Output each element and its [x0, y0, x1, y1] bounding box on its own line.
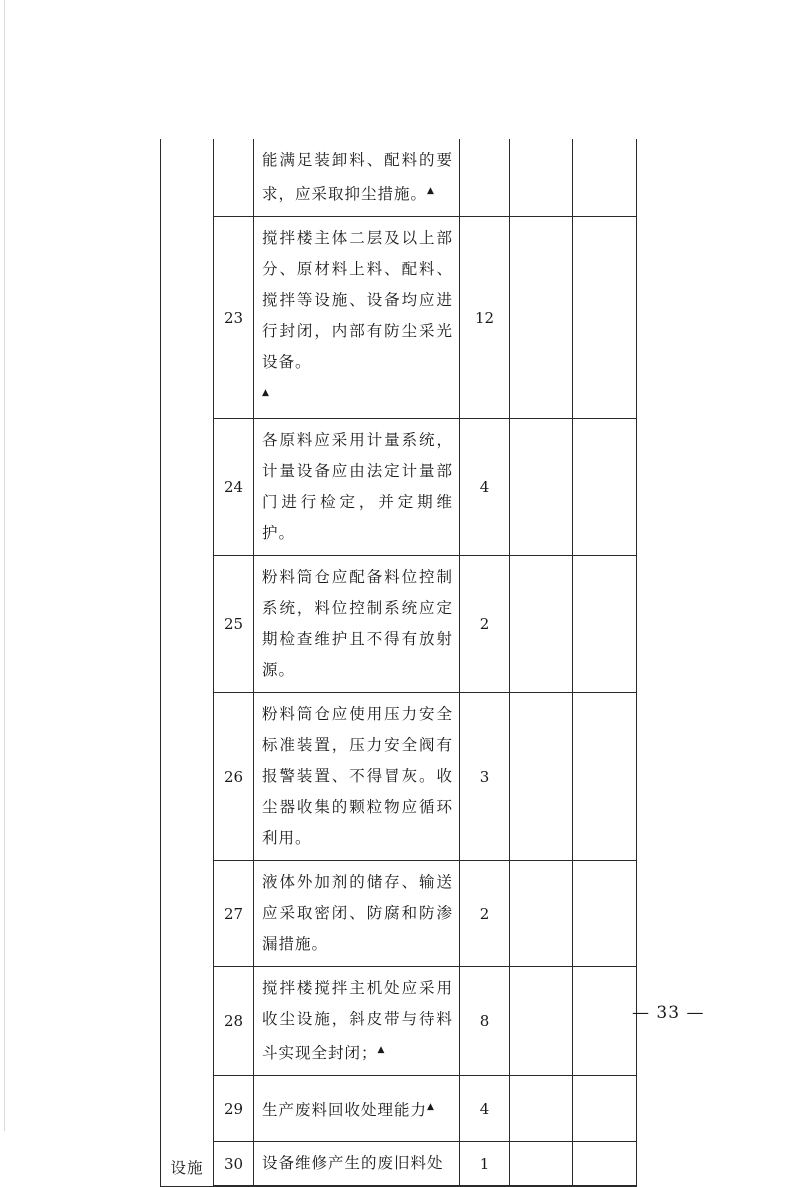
blank-cell [573, 139, 637, 217]
item-description: 生产废料回收处理能力▲ [254, 1076, 460, 1142]
table-row [161, 693, 637, 861]
item-score: 4 [460, 419, 510, 556]
blank-cell [573, 1142, 637, 1187]
key-item-triangle-icon: ▲ [427, 1101, 435, 1112]
blank-cell [510, 1076, 573, 1142]
blank-cell [510, 419, 573, 556]
item-description: 粉料筒仓应使用压力安全标准装置，压力安全阀有报警装置、不得冒灰。收尘器收集的颗粒物应循环利用。 [254, 693, 460, 861]
item-number: 27 [214, 861, 254, 967]
table-row [161, 139, 637, 217]
item-score: 3 [460, 693, 510, 861]
item-number: 30 [214, 1142, 254, 1187]
blank-cell [510, 693, 573, 861]
item-description: 液体外加剂的储存、输送应采取密闭、防腐和防渗漏措施。 [254, 861, 460, 967]
item-score [460, 139, 510, 217]
blank-cell [573, 556, 637, 693]
item-number: 26 [214, 693, 254, 861]
item-description: 粉料筒仓应配备料位控制系统，料位控制系统应定期检查维护且不得有放射源。 [254, 556, 460, 693]
table-row [161, 217, 637, 419]
item-description: 搅拌楼主体二层及以上部分、原材料上料、配料、搅拌等设施、设备均应进行封闭，内部有防尘采光设备。 ▲ [254, 217, 460, 419]
category-cell: 设施 [161, 139, 214, 1186]
item-score: 12 [460, 217, 510, 419]
table-row [161, 419, 637, 556]
item-number: 25 [214, 556, 254, 693]
assessment-table-container [160, 139, 636, 1187]
item-number [214, 139, 254, 217]
table-row [161, 1142, 637, 1187]
blank-cell [510, 861, 573, 967]
table-row [161, 1076, 637, 1142]
blank-cell [573, 419, 637, 556]
blank-cell [510, 556, 573, 693]
page-number: — 33 — [632, 1003, 705, 1023]
item-description: 能满足装卸料、配料的要求，应采取抑尘措施。▲ [254, 139, 460, 217]
blank-cell [573, 967, 637, 1076]
key-item-triangle-icon: ▲ [427, 186, 435, 196]
page-edge [4, 0, 5, 1131]
item-score: 2 [460, 556, 510, 693]
blank-cell [510, 967, 573, 1076]
item-description: 各原料应采用计量系统，计量设备应由法定计量部门进行检定，并定期维护。 [254, 419, 460, 556]
table-row [161, 861, 637, 967]
blank-cell [573, 217, 637, 419]
item-description: 设备维修产生的废旧料处 [254, 1142, 460, 1187]
blank-cell [510, 217, 573, 419]
blank-cell [510, 1142, 573, 1187]
blank-cell [573, 693, 637, 861]
item-score: 2 [460, 861, 510, 967]
item-number: 29 [214, 1076, 254, 1142]
item-description: 搅拌楼搅拌主机处应采用收尘设施，斜皮带与待料斗实现全封闭；▲ [254, 967, 460, 1076]
item-number: 24 [214, 419, 254, 556]
key-item-triangle-icon: ▲ [262, 388, 270, 399]
blank-cell [573, 1076, 637, 1142]
item-score: 1 [460, 1142, 510, 1187]
item-number: 28 [214, 967, 254, 1076]
blank-cell [573, 861, 637, 967]
item-score: 8 [460, 967, 510, 1076]
item-number: 23 [214, 217, 254, 419]
table-row [161, 967, 637, 1076]
key-item-triangle-icon: ▲ [377, 1045, 386, 1056]
assessment-table [160, 139, 637, 1187]
table-row [161, 556, 637, 693]
blank-cell [510, 139, 573, 217]
item-score: 4 [460, 1076, 510, 1142]
